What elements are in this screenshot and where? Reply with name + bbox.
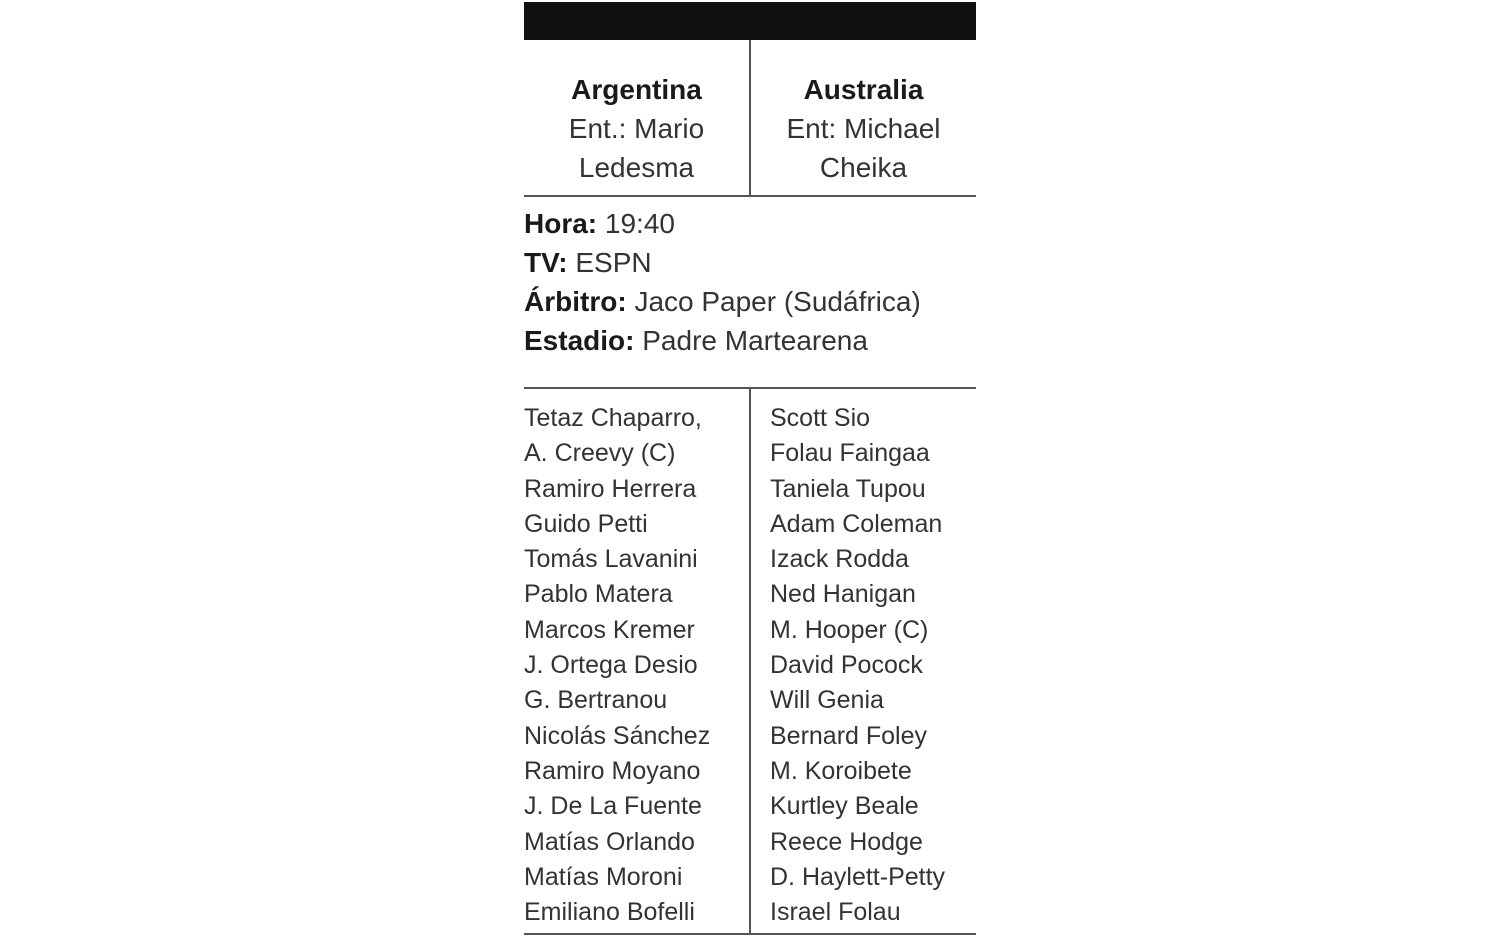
team-away-coach-line1: Ent: Michael [786,113,941,144]
player-away: Kurtley Beale [770,792,919,821]
match-info [524,204,976,360]
player-home: J. De La Fuente [524,792,702,821]
player-home: Tetaz Chaparro, [524,404,702,432]
player-away: Bernard Foley [770,721,928,750]
player-away: D. Haylett-Petty [770,862,946,891]
info-label: Hora: [524,208,598,239]
team-home-coach-line2: Ledesma [578,152,695,183]
player-home: J. Ortega Desio [524,651,698,680]
teams-section [524,40,976,197]
player-away: M. Hooper (C) [770,615,929,644]
player-away: Taniela Tupou [770,474,926,503]
player-away: Will Genia [770,686,884,715]
team-away-coach-line2: Cheika [819,152,908,183]
player-home: A. Creevy (C) [524,439,676,468]
player-away: Reece Hodge [770,827,923,856]
player-home: Emiliano Bofelli [524,898,695,927]
player-home: Guido Petti [524,509,648,538]
player-home: Nicolás Sánchez [524,721,711,750]
player-home: Matías Moroni [524,862,683,891]
team-away [751,70,976,187]
lineup-home [524,401,710,930]
player-away: M. Koroibete [770,756,912,785]
info-row-tv [524,243,976,282]
team-away-name: Australia [803,74,924,105]
player-away: Ned Hanigan [770,580,916,609]
info-value: 19:40 [604,208,675,239]
info-label: Árbitro: [524,286,627,317]
lineup-away [770,401,945,930]
info-row-referee [524,282,976,321]
player-away: Israel Folau [770,898,901,927]
player-home: Ramiro Moyano [524,756,701,785]
player-away: Folau Faingaa [770,439,930,468]
info-value: ESPN [575,247,652,278]
info-label: TV: [524,247,568,278]
info-row-time [524,204,976,243]
match-card [524,0,976,937]
player-home: Tomás Lavanini [524,545,698,574]
player-home: Pablo Matera [524,580,673,609]
info-value: Jaco Paper (Sudáfrica) [634,286,921,317]
player-home: G. Bertranou [524,686,668,715]
player-away: Scott Sio [770,404,871,432]
team-home [524,70,749,187]
info-label: Estadio: [524,325,635,356]
header-bar [524,2,976,40]
team-home-coach-line1: Ent.: Mario [568,113,705,144]
team-home-name: Argentina [571,74,702,105]
lineups-section [524,387,976,935]
player-home: Ramiro Herrera [524,474,697,503]
info-value: Padre Martearena [642,325,868,356]
player-away: Adam Coleman [770,509,943,538]
player-home: Marcos Kremer [524,615,695,644]
lineups-divider [749,389,751,933]
info-row-stadium [524,321,976,360]
player-away: David Pocock [770,651,923,680]
player-away: Izack Rodda [770,545,909,574]
player-home: Matías Orlando [524,827,695,856]
